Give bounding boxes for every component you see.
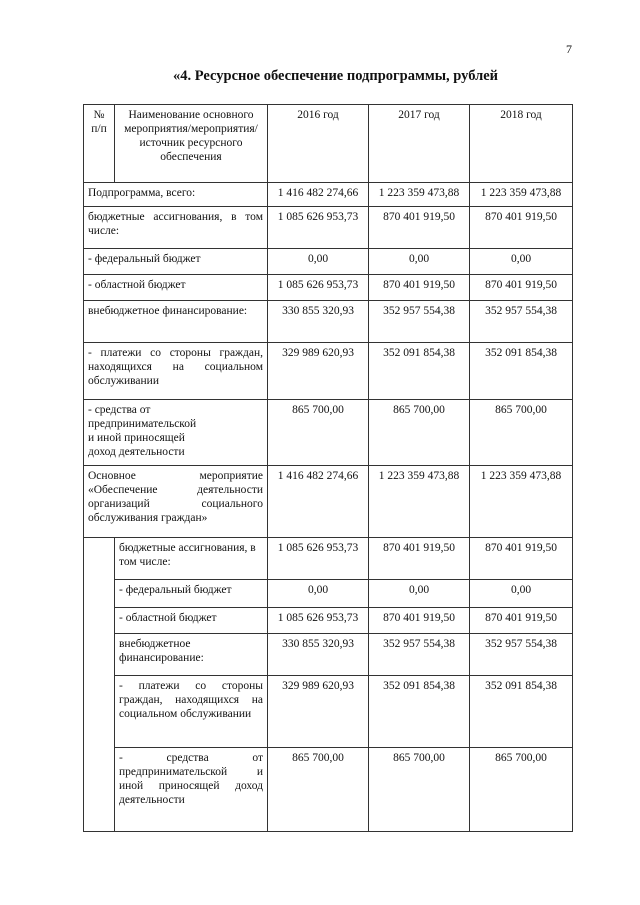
table-row bbox=[84, 580, 573, 608]
merged-num-cell bbox=[84, 538, 115, 832]
value-2016: 865 700,00 bbox=[268, 400, 369, 466]
resource-table-body bbox=[84, 105, 573, 832]
value-2017: 1 223 359 473,88 bbox=[369, 183, 470, 207]
value-2017: 865 700,00 bbox=[369, 400, 470, 466]
table-row bbox=[84, 275, 573, 301]
value-2017: 870 401 919,50 bbox=[369, 275, 470, 301]
row-label: - платежи со стороны граждан, находящихся на социальном обслуживании bbox=[115, 676, 268, 748]
value-2017: 0,00 bbox=[369, 249, 470, 275]
row-label: - федеральный бюджет bbox=[115, 580, 268, 608]
value-2016: 1 416 482 274,66 bbox=[268, 466, 369, 538]
table-row bbox=[84, 608, 573, 634]
row-label: Подпрограмма, всего: bbox=[84, 183, 268, 207]
value-2017: 870 401 919,50 bbox=[369, 207, 470, 249]
value-2018: 352 957 554,38 bbox=[470, 634, 573, 676]
value-2017: 352 091 854,38 bbox=[369, 676, 470, 748]
header-num: № п/п bbox=[84, 105, 115, 183]
table-row bbox=[84, 676, 573, 748]
table-row bbox=[84, 400, 573, 466]
value-2016: 1 085 626 953,73 bbox=[268, 275, 369, 301]
value-2017: 870 401 919,50 bbox=[369, 608, 470, 634]
value-2016: 329 989 620,93 bbox=[268, 343, 369, 400]
value-2017: 865 700,00 bbox=[369, 748, 470, 832]
value-2017: 0,00 bbox=[369, 580, 470, 608]
header-year-2016: 2016 год bbox=[268, 105, 369, 183]
value-2018: 865 700,00 bbox=[470, 748, 573, 832]
row-label: внебюджетное финансирование: bbox=[115, 634, 268, 676]
table-row bbox=[84, 634, 573, 676]
value-2016: 1 085 626 953,73 bbox=[268, 608, 369, 634]
value-2016: 330 855 320,93 bbox=[268, 301, 369, 343]
row-label: - средства от предпринимательской и иной приносящей доход деятельности bbox=[84, 400, 268, 466]
value-2017: 1 223 359 473,88 bbox=[369, 466, 470, 538]
row-label: Основное мероприятие «Обеспечение деятельности организаций социального обслуживания граждан» bbox=[84, 466, 268, 538]
value-2018: 352 091 854,38 bbox=[470, 676, 573, 748]
resource-table bbox=[83, 104, 573, 832]
row-label: - федеральный бюджет bbox=[84, 249, 268, 275]
value-2017: 352 957 554,38 bbox=[369, 301, 470, 343]
row-label: - средства от предпринимательской и иной приносящей доход деятельности bbox=[115, 748, 268, 832]
value-2018: 870 401 919,50 bbox=[470, 207, 573, 249]
value-2017: 870 401 919,50 bbox=[369, 538, 470, 580]
table-row bbox=[84, 207, 573, 249]
value-2016: 329 989 620,93 bbox=[268, 676, 369, 748]
value-2018: 870 401 919,50 bbox=[470, 538, 573, 580]
value-2018: 870 401 919,50 bbox=[470, 608, 573, 634]
value-2016: 865 700,00 bbox=[268, 748, 369, 832]
value-2018: 1 223 359 473,88 bbox=[470, 183, 573, 207]
header-year-2018: 2018 год bbox=[470, 105, 573, 183]
value-2017: 352 957 554,38 bbox=[369, 634, 470, 676]
header-year-2017: 2017 год bbox=[369, 105, 470, 183]
row-label: - областной бюджет bbox=[115, 608, 268, 634]
table-row bbox=[84, 538, 573, 580]
table-row bbox=[84, 249, 573, 275]
value-2018: 1 223 359 473,88 bbox=[470, 466, 573, 538]
value-2016: 1 085 626 953,73 bbox=[268, 207, 369, 249]
value-2016: 0,00 bbox=[268, 249, 369, 275]
table-row bbox=[84, 748, 573, 832]
table-row bbox=[84, 301, 573, 343]
value-2016: 1 085 626 953,73 bbox=[268, 538, 369, 580]
row-label: - платежи со стороны граждан, находящихся на социальном обслуживании bbox=[84, 343, 268, 400]
page-title: «4. Ресурсное обеспечение подпрограммы, рублей bbox=[173, 68, 499, 84]
value-2018: 352 091 854,38 bbox=[470, 343, 573, 400]
value-2018: 870 401 919,50 bbox=[470, 275, 573, 301]
page-number: 7 bbox=[566, 42, 572, 56]
row-label: внебюджетное финансирование: bbox=[84, 301, 268, 343]
header-name: Наименование основного мероприятия/мероприятия/ источник ресурсного обеспечения bbox=[115, 105, 268, 183]
table-header-row bbox=[84, 105, 573, 183]
value-2018: 352 957 554,38 bbox=[470, 301, 573, 343]
value-2016: 330 855 320,93 bbox=[268, 634, 369, 676]
table-row bbox=[84, 343, 573, 400]
row-label: бюджетные ассигнования, в том числе: bbox=[115, 538, 268, 580]
value-2017: 352 091 854,38 bbox=[369, 343, 470, 400]
row-label: - областной бюджет bbox=[84, 275, 268, 301]
value-2016: 0,00 bbox=[268, 580, 369, 608]
value-2016: 1 416 482 274,66 bbox=[268, 183, 369, 207]
row-label: бюджетные ассигнования, в том числе: bbox=[84, 207, 268, 249]
table-row bbox=[84, 183, 573, 207]
table-row bbox=[84, 466, 573, 538]
value-2018: 865 700,00 bbox=[470, 400, 573, 466]
value-2018: 0,00 bbox=[470, 580, 573, 608]
value-2018: 0,00 bbox=[470, 249, 573, 275]
